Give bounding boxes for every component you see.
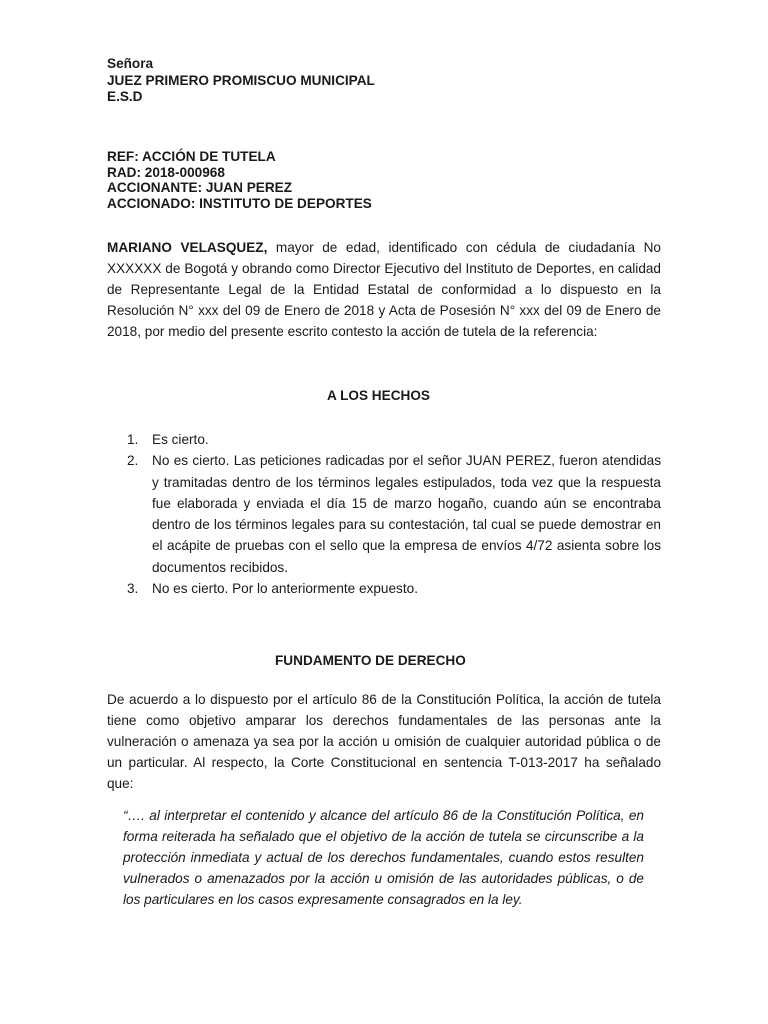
salutation: Señora bbox=[107, 56, 154, 71]
signatory-name: MARIANO VELASQUEZ, bbox=[107, 240, 268, 255]
ref-line: REF: ACCIÓN DE TUTELA bbox=[107, 149, 276, 164]
intro-text: mayor de edad, identificado con cédula de ciudadanía No XXXXXX de Bogotá y obrando como Director Ejecutivo del Instituto de Deportes, en calidad de Representante Legal de la Entidad Estatal de conformidad a lo dispuesto en la Resolución N° xxx del 09 de Enero de 2018 y Acta de Posesión N° xxx del 09 de Enero de 2018, por medio del presente escrito contesto la acción de tutela de la referencia: bbox=[107, 240, 661, 339]
esd-line: E.S.D bbox=[107, 89, 143, 104]
list-item-text: Es cierto. bbox=[152, 432, 209, 447]
reference-block bbox=[107, 149, 372, 211]
addressee-block bbox=[107, 56, 375, 106]
list-item bbox=[107, 429, 661, 450]
addressee-name: JUEZ PRIMERO PROMISCUO MUNICIPAL bbox=[107, 72, 375, 88]
accionado-line: ACCIONADO: INSTITUTO DE DEPORTES bbox=[107, 195, 372, 211]
list-item-text: No es cierto. Las peticiones radicadas por el señor JUAN PEREZ, fueron atendidas y tramitadas dentro de los términos legales estipulados, toda vez que la respuesta fue elaborada y enviada el día 15 de marzo hogaño, cuando aún se encontraba dentro de los términos legales para su contestación, tal cual se puede demostrar en el acápite de pruebas con el sello que la empresa de envíos 4/72 asienta sobre los documentos recibidos. bbox=[152, 453, 661, 575]
fundamento-title: FUNDAMENTO DE DERECHO bbox=[275, 653, 466, 668]
rad-line: RAD: 2018-000968 bbox=[107, 164, 225, 180]
hechos-list bbox=[107, 429, 661, 599]
list-number: 2. bbox=[127, 453, 139, 469]
accionante-line: ACCIONANTE: JUAN PEREZ bbox=[107, 180, 293, 195]
list-number: 1. bbox=[127, 432, 139, 447]
jurisprudence-quote: “…. al interpretar el contenido y alcance del artículo 86 de la Constitución Política, en forma reiterada ha señalado que el objetivo de la acción de tutela se circunscribe a la protección inmediata y actual de los derechos fundamentales, cuando estos resulten vulnerados o amenazados por la acción u omisión de las autoridades públicas, o de los particulares en los casos expresamente consagrados en la ley. bbox=[123, 808, 644, 907]
list-number: 3. bbox=[127, 581, 139, 597]
fundamento-paragraph: De acuerdo a lo dispuesto por el artículo 86 de la Constitución Política, la acción de tutela tiene como objetivo amparar los derechos fundamentales de las personas ante la vulneración o amenaza ya sea por la acción u omisión de cualquier autoridad pública o de un particular. Al respecto, la Corte Constitucional en sentencia T-013-2017 ha señalado que: bbox=[107, 692, 661, 791]
intro-paragraph bbox=[107, 238, 661, 343]
hechos-title: A LOS HECHOS bbox=[327, 388, 430, 403]
list-item-text: No es cierto. Por lo anteriormente expuesto. bbox=[152, 581, 418, 597]
list-item bbox=[107, 578, 661, 599]
list-item bbox=[107, 450, 661, 578]
